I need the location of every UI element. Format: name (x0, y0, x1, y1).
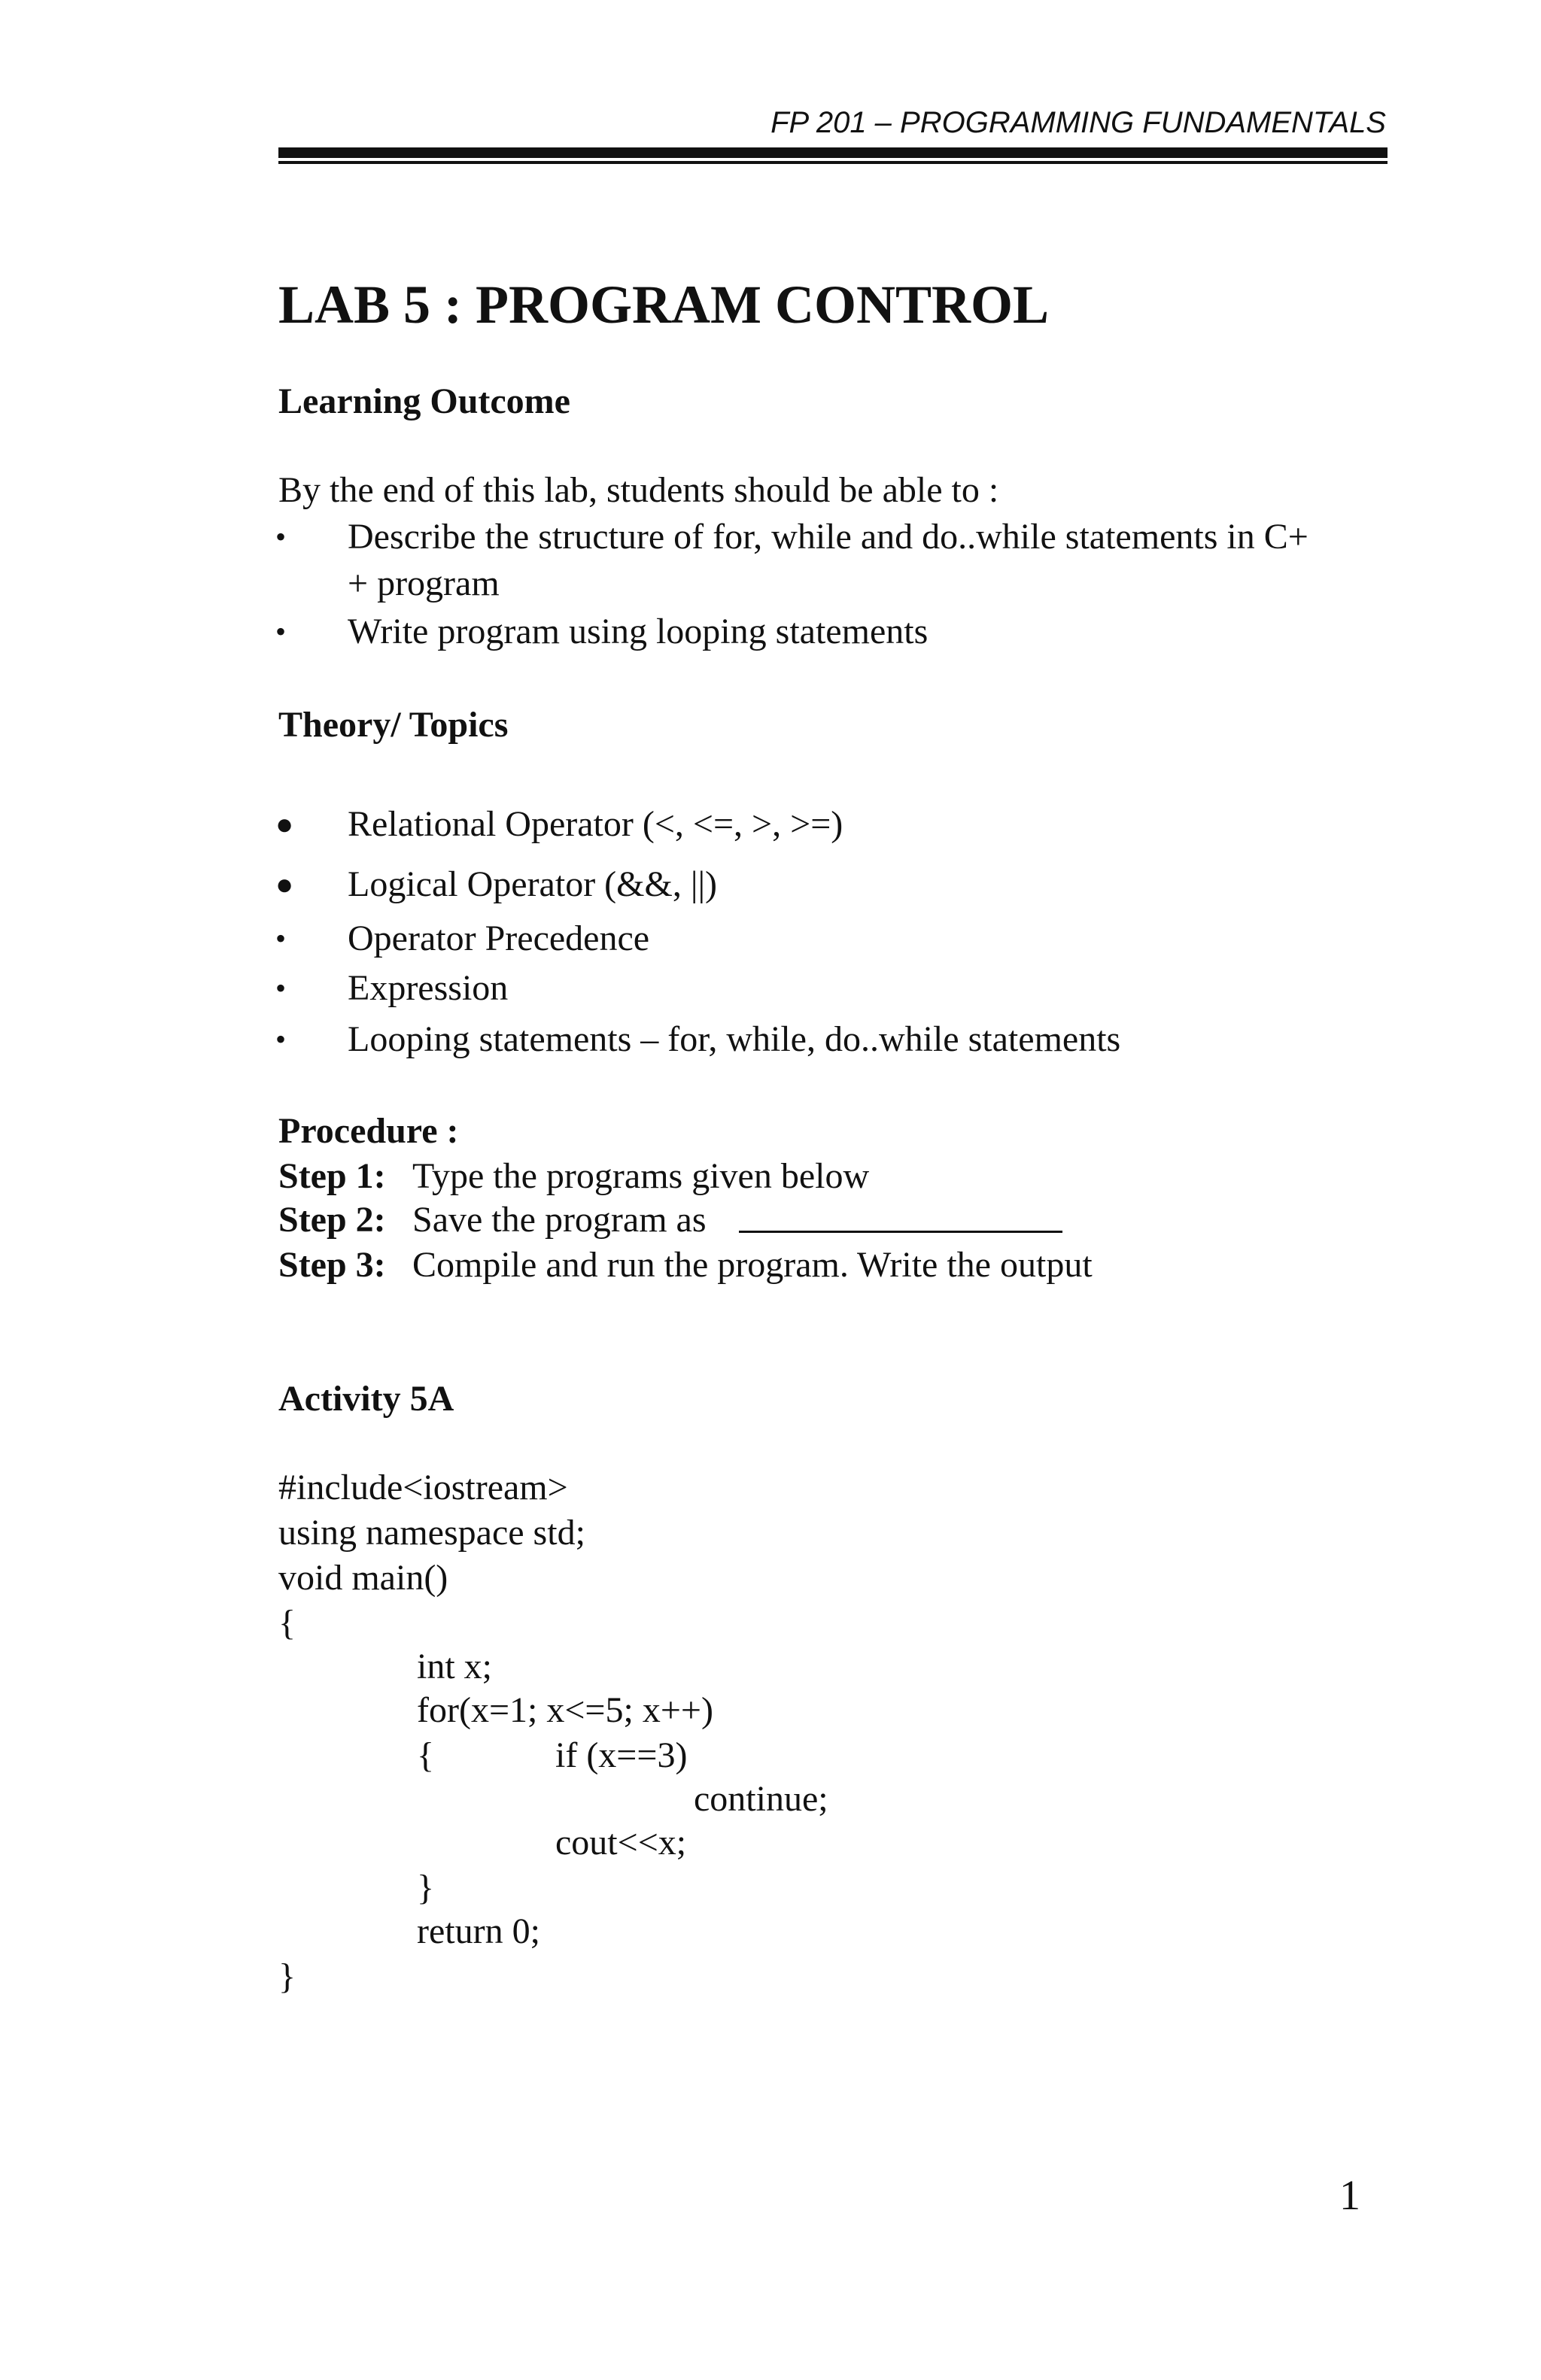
step-text: Compile and run the program. Write the output (412, 1245, 1093, 1285)
page-number: 1 (1339, 2172, 1360, 2219)
theory-heading: Theory/ Topics (278, 705, 509, 745)
code-line: for(x=1; x<=5; x++) (417, 1690, 713, 1730)
filename-blank (739, 1198, 1062, 1243)
running-header: FP 201 – PROGRAMMING FUNDAMENTALS (770, 106, 1386, 139)
bullet-icon: ● (275, 867, 294, 901)
code-line: { (278, 1603, 296, 1643)
bullet-icon: • (275, 615, 287, 648)
learning-outcome-heading: Learning Outcome (278, 381, 570, 421)
step-text: Type the programs given below (412, 1156, 870, 1196)
procedure-heading: Procedure : (278, 1111, 459, 1151)
code-line: int x; (417, 1647, 493, 1686)
outcome-item: Write program using looping statements (348, 612, 929, 651)
outcome-item: Describe the structure of for, while and do..while statements in C+ (348, 517, 1308, 557)
step-text: Save the program as (412, 1200, 707, 1240)
theory-item: Looping statements – for, while, do..while statements (348, 1019, 1121, 1059)
code-line: void main() (278, 1558, 448, 1598)
header-rule-thin (278, 161, 1388, 164)
code-line: return 0; (417, 1911, 540, 1951)
step-label: Step 1: (278, 1156, 386, 1196)
code-line: } (417, 1868, 435, 1908)
bullet-icon: • (275, 1022, 287, 1056)
bullet-icon: • (275, 971, 287, 1005)
step-label: Step 3: (278, 1245, 386, 1285)
bullet-icon: • (275, 921, 287, 955)
theory-item: Operator Precedence (348, 918, 650, 958)
outcome-item-continuation: + program (348, 563, 500, 603)
theory-item: Relational Operator (<, <=, >, >=) (348, 804, 843, 844)
theory-item: Logical Operator (&&, ||) (348, 864, 718, 904)
code-line: cout<<x; (555, 1823, 687, 1862)
bullet-icon: ● (275, 807, 294, 841)
code-line: #include<iostream> (278, 1468, 568, 1507)
code-line: { (417, 1735, 435, 1775)
header-rule-thick (278, 147, 1388, 158)
theory-item: Expression (348, 968, 509, 1008)
learning-outcome-intro: By the end of this lab, students should be able to : (278, 470, 999, 510)
step-label: Step 2: (278, 1200, 386, 1240)
code-line: continue; (694, 1779, 828, 1819)
page-title: LAB 5 : PROGRAM CONTROL (278, 275, 1049, 335)
code-line: } (278, 1957, 296, 1996)
code-line: using namespace std; (278, 1513, 585, 1553)
bullet-icon: • (275, 520, 287, 554)
code-line: if (x==3) (555, 1735, 688, 1775)
activity-heading: Activity 5A (278, 1379, 454, 1419)
